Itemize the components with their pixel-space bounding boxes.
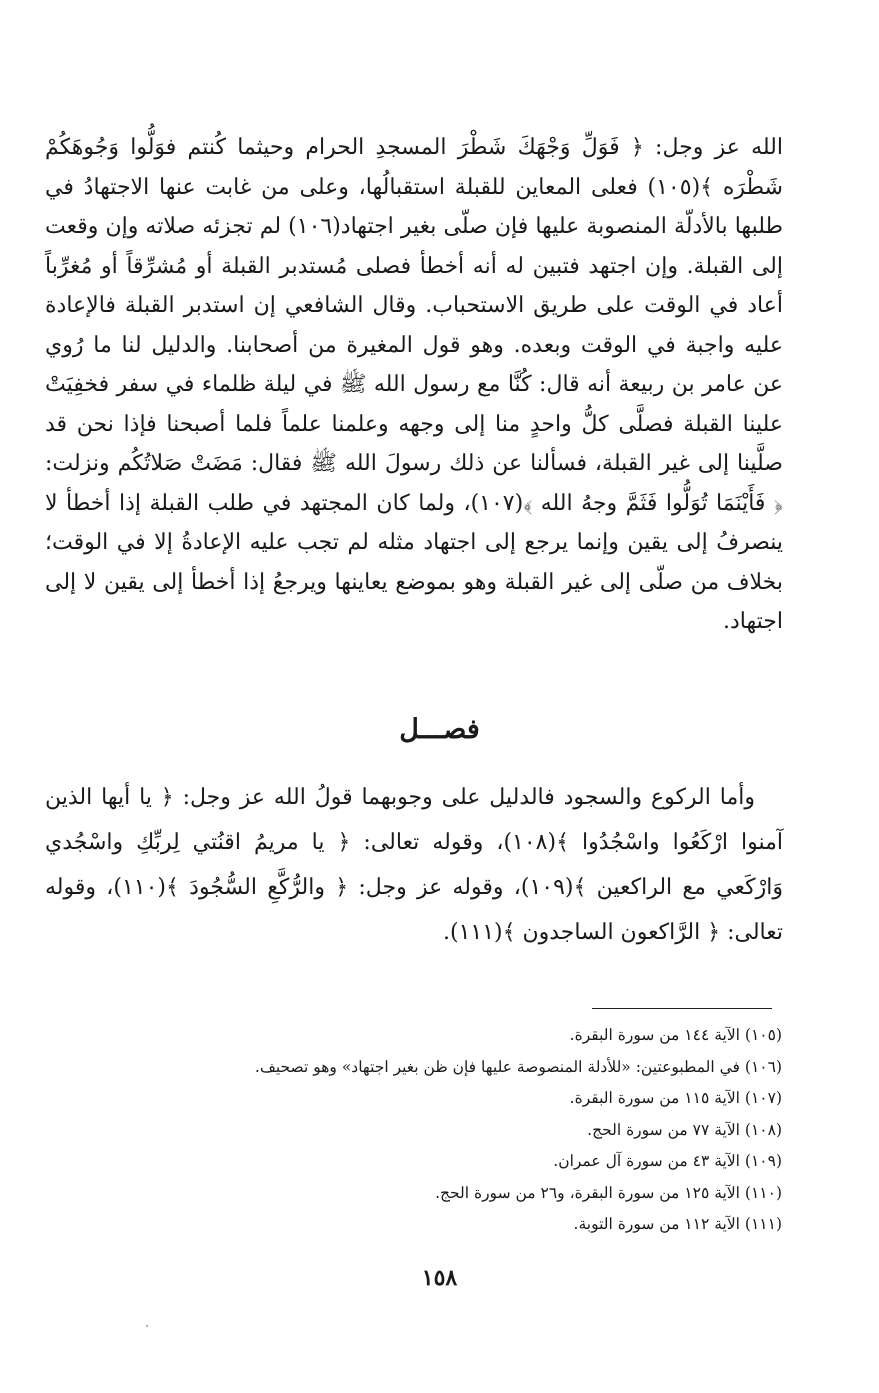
footnote-item: (١١٠) الآية ١٢٥ من سورة البقرة، و٢٦ من سورة الحج. bbox=[435, 1183, 782, 1202]
footnote-item: (١٠٥) الآية ١٤٤ من سورة البقرة. bbox=[569, 1026, 782, 1044]
footnote-item: (١٠٦) في المطبوعتين: «للأدلة المنصوصة عليها فإن ظن بغير اجتهاد» وهو تصحيف. bbox=[254, 1057, 782, 1076]
scan-speck bbox=[146, 1325, 148, 1327]
footnote-item: (١١١) الآية ١١٢ من سورة التوبة. bbox=[573, 1215, 782, 1233]
paragraph-ruku-sujud: وأما الركوع والسجود فالدليل على وجوبهما قولُ الله عز وجل: ﴿ يا أيها الذين آمنوا ارْكَعُوا واسْجُدُوا ﴾(١٠٨)، وقوله تعالى: ﴿ يا مريمُ اقنُتي لِربِّكِ واسْجُدي وَارْكَعي مع الراكعين ﴾(١٠٩)، وقوله عز وجل: ﴿ والرُّكَّعِ السُّجُودَ ﴾(١١٠)، وقوله تعالى: ﴿ الرَّاكعون الساجدون ﴾(١١١). bbox=[45, 785, 784, 945]
footnote-item: (١٠٧) الآية ١١٥ من سورة البقرة. bbox=[569, 1089, 782, 1107]
footnote-item: (١٠٨) الآية ٧٧ من سورة الحج. bbox=[587, 1120, 782, 1139]
section-heading: فصـــل bbox=[399, 714, 480, 745]
footnote-item: (١٠٩) الآية ٤٣ من سورة آل عمران. bbox=[553, 1152, 782, 1170]
page-number: ١٥٨ bbox=[421, 1265, 458, 1291]
main-text-block bbox=[45, 128, 783, 642]
paragraph-qibla: الله عز وجل: ﴿ فَوَلِّ وَجْهَكَ شَطْرَ المسجدِ الحرام وحيثما كُنتم فوَلُّوا وَجُوهَكُمْ شَطْرَه ﴾(١٠٥) فعلى المعاين للقبلة استقبالُها، وعلى من غابت عنها الاجتهادُ في طلبها بالأدلّة المنصوبة عليها فإن صلّى بغير اجتهاد(١٠٦) لم تجزئه صلاته وإن وقعت إلى القبلة. وإن اجتهد فتبين له أنه أخطأ فصلى مُستدبر القبلة أو مُشرِّقاً أو مُغرِّباً أعاد في الوقت على طريق الاستحباب. وقال الشافعي إن استدبر القبلة فالإعادة عليه واجبة في الوقت وبعده. وهو قول المغيرة من أصحابنا. والدليل لنا ما رُوي عن عامر بن ربيعة أنه قال: كُنَّا مع رسول الله ﷺ في ليلة ظلماء في سفر فخفِيَتْ علينا القبلة فصلَّى كلُّ واحدٍ منا إلى وجهه وعلمنا علماً فلما أصبحنا فإذا نحن قد صلَّينا إلى غير القبلة، فسألنا عن ذلك رسولَ الله ﷺ فقال: مَضَتْ صَلاتُكُم ونزلت: ﴿ فَأَيْنَمَا تُوَلُّوا فَثَمَّ وجهُ الله ﴾(١٠٧)، ولما كان المجتهد في طلب القبلة إذا أخطأ لا ينصرفُ إلى يقين وإنما يرجع إلى اجتهاد مثله لم تجب عليه الإعادةُ إلا في الوقت؛ بخلاف من صلّى إلى غير القبلة وهو بموضع يعاينها ويرجعُ إذا أخطأ إلى يقين لا إلى اجتهاد. bbox=[45, 135, 784, 634]
footnotes-list bbox=[80, 1020, 782, 1241]
footnote-separator bbox=[592, 1008, 772, 1009]
second-text-block bbox=[45, 775, 783, 955]
